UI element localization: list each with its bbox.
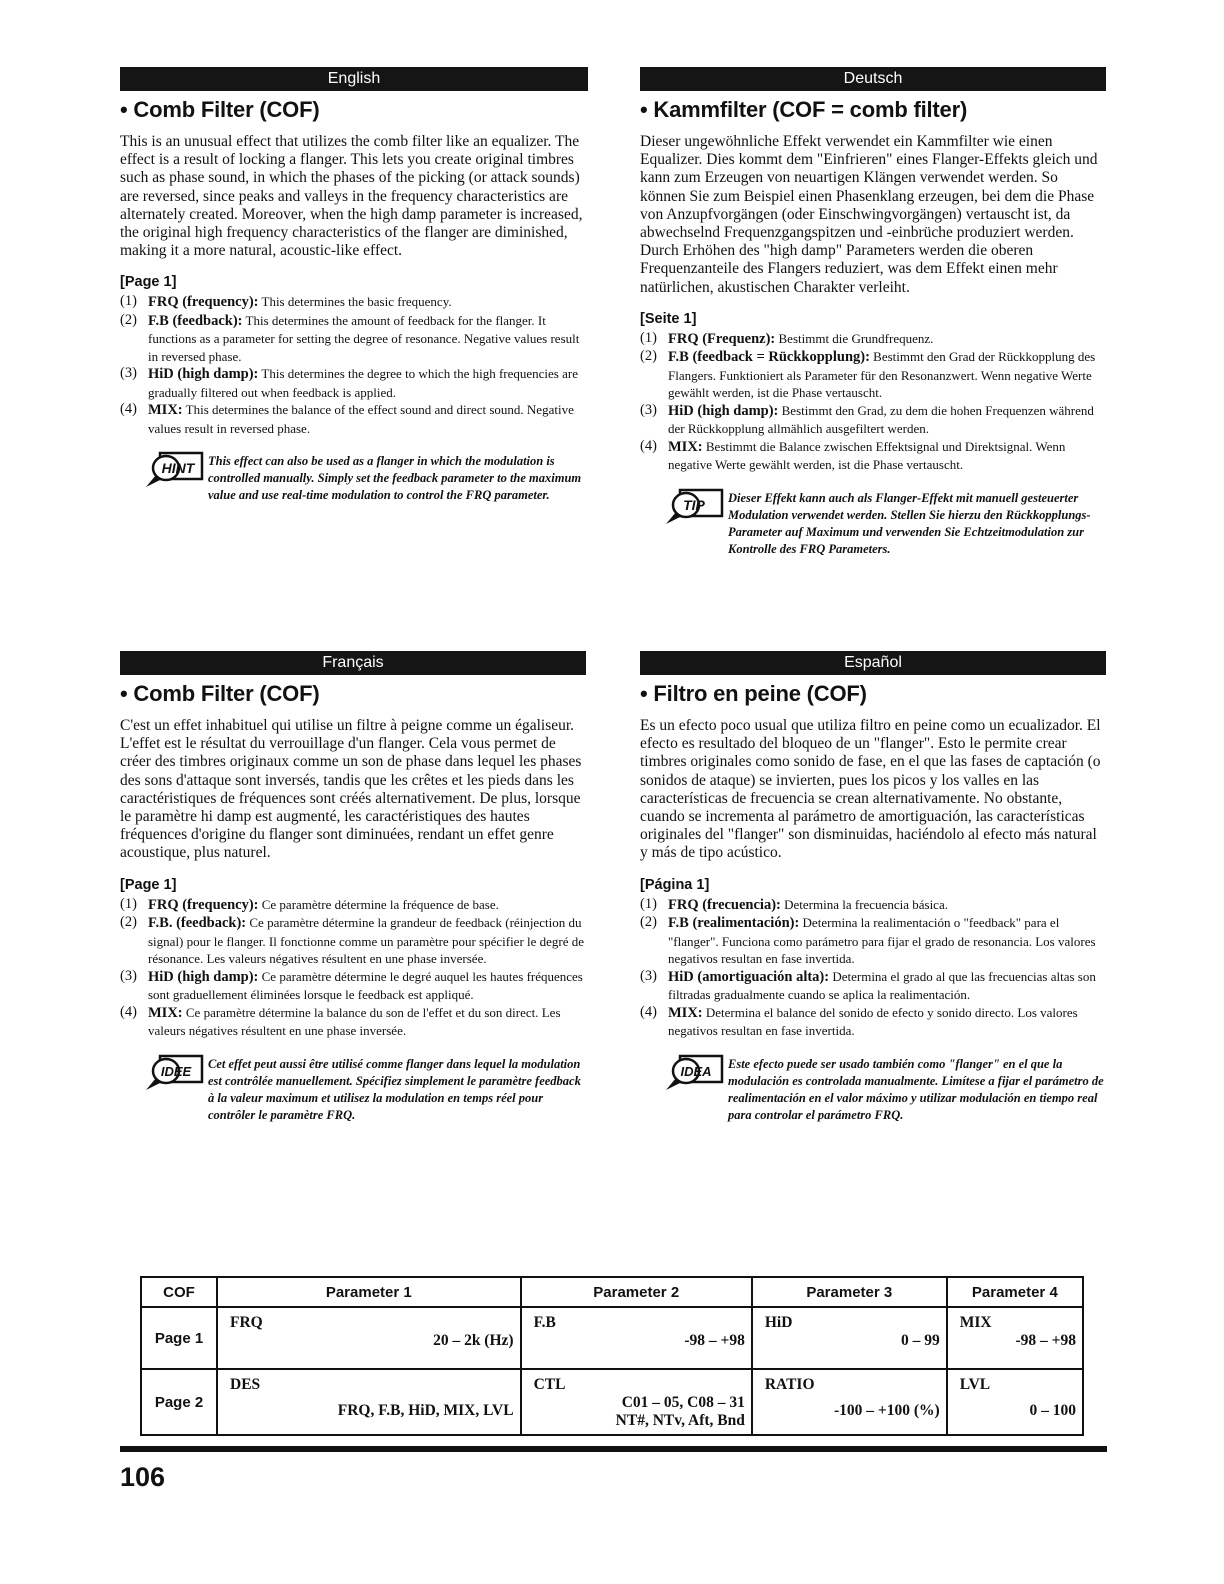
parameter-description: Bestimmt den Grad der Rückkopplung des Flangers. Funktioniert als Parameter für den Resonanzwert. Wenn negative Werte gewählt werden, ist die Phase vertauscht. (668, 349, 1096, 401)
parameter-item (640, 896, 1106, 915)
hint-icon (144, 451, 204, 489)
table-header: Parameter 1 (217, 1277, 521, 1307)
cell-parameter-name: LVL (959, 1376, 991, 1393)
intro-paragraph: Es un efecto poco usual que utiliza filtro en peine como un ecualizador. El efecto es resultado del bloqueo de un "flanger". Esto le permite crear timbres originales como sonido de fase, en el que las fases de captación (o sonidos de ataque) se invierten, pues los picos y los valles en las características de frecuencia se crean alternativamente. No obstante, cuando se incrementa al parámetro de amortiguación, las características originales del "flanger" son disminuidas, haciéndolo al efecto más natural y más de tipo acústico. (640, 717, 1101, 862)
deutsch-section (640, 67, 1106, 558)
parameter-item (640, 968, 1106, 1004)
item-number: (2) (120, 914, 137, 931)
item-number: (2) (120, 311, 137, 328)
table-cell (947, 1369, 1083, 1435)
parameter-name: F.B (feedback): (148, 312, 243, 329)
parameter-name: FRQ (Frequenz): (668, 330, 776, 347)
parameter-table (140, 1276, 1084, 1436)
svg-text:IDEE: IDEE (160, 1063, 192, 1079)
page-number: 106 (120, 1462, 166, 1492)
section-heading: • Filtro en peine (COF) (640, 681, 867, 706)
language-bar: English (120, 67, 588, 91)
table-corner-header: COF (141, 1277, 217, 1307)
cell-parameter-name: F.B (533, 1314, 556, 1331)
cell-parameter-name: FRQ (230, 1314, 263, 1331)
parameter-item (640, 438, 1106, 474)
parameter-item (120, 914, 586, 968)
item-number: (4) (640, 437, 657, 454)
parameter-name: MIX: (148, 1004, 183, 1021)
page-label: [Página 1] (640, 876, 710, 893)
item-number: (3) (120, 365, 137, 382)
table-cell (521, 1307, 752, 1369)
cell-range: FRQ, F.B, HiD, MIX, LVL (337, 1402, 514, 1419)
parameter-description: Bestimmt den Grad, zu dem die hohen Frequenzen während der Rückkopplung allmählich ausgefiltert werden. (668, 402, 1094, 437)
item-number: (1) (640, 895, 657, 912)
cell-range: 0 – 99 (900, 1332, 940, 1349)
idee-icon (144, 1054, 204, 1092)
cell-range: -100 – +100 (%) (834, 1402, 940, 1419)
parameter-item (120, 968, 586, 1004)
parameter-description: Ce paramètre détermine la grandeur de feedback (réinjection du signal) pour le flanger. Il fonctionne comme un paramètre pour spécifier le degré de résonance. Les valeurs négatives résultent en une phase inversée. (148, 915, 585, 967)
parameter-list (640, 330, 1106, 474)
parameter-description: This determines the basic frequency. (261, 294, 452, 310)
intro-paragraph: C'est un effet inhabituel qui utilise un filtre à peigne comme un égaliseur. L'effet est le résultat du verrouillage d'un flanger. Cela vous permet de créer des timbres originaux comme un son de phase dans lequel les phases des sons d'attaque sont inversés, tandis que les crêtes et les pieds dans les caractéristiques de fréquences sont créés alternativement. De plus, lorsque le paramètre hi damp est augmenté, les caractéristiques des hautes fréquences d'origine du flanger sont diminuées, rendant un effet genre acoustique, plus naturel. (120, 717, 582, 862)
parameter-description: This determines the amount of feedback for the flanger. It functions as a parameter for setting the degree of resonance. Negative values result in reversed phase. (148, 312, 580, 364)
parameter-name: F.B (realimentación): (668, 915, 800, 932)
tip-icon (664, 488, 724, 526)
parameter-item (640, 348, 1106, 402)
idee-note (120, 1056, 586, 1124)
hint-note (120, 453, 588, 504)
item-number: (1) (640, 329, 657, 346)
item-number: (3) (640, 401, 657, 418)
parameter-name: FRQ (frequency): (148, 896, 259, 913)
cell-range: 20 – 2k (Hz) (433, 1332, 514, 1349)
parameter-item (120, 293, 588, 312)
row-label: Page 1 (141, 1307, 217, 1369)
table-row (141, 1369, 1083, 1435)
item-number: (4) (640, 1003, 657, 1020)
note-text: Este efecto puede ser usado también como "flanger" en el que la modulación es controlada manualmente. Limítese a fijar el parámetro de realimentación en el valor máximo y utilizar modulación en tiempo real para controlar el parámetro FRQ. (728, 1056, 1104, 1122)
cell-range-line2: NT#, NTv, Aft, Bnd (615, 1412, 745, 1429)
row-label: Page 2 (141, 1369, 217, 1435)
table-header: Parameter 3 (752, 1277, 947, 1307)
parameter-name: MIX: (148, 402, 183, 419)
item-number: (4) (120, 1003, 137, 1020)
parameter-name: HiD (amortiguación alta): (668, 968, 830, 985)
parameter-list (120, 896, 586, 1040)
parameter-description: Bestimmt die Balance zwischen Effektsignal und Direktsignal. Wenn negative Werte gewählt werden, ist die Phase vertauscht. (668, 438, 1066, 473)
parameter-description: Ce paramètre détermine le degré auquel les hautes fréquences sont graduellement éliminées lorsque le feedback est appliqué. (148, 968, 583, 1003)
table-header: Parameter 4 (947, 1277, 1083, 1307)
language-bar: Español (640, 651, 1106, 675)
parameter-item (120, 401, 588, 437)
cell-range: C01 – 05, C08 – 31 (621, 1394, 745, 1411)
note-text: Dieser Effekt kann auch als Flanger-Effekt mit manuell gesteuerter Modulation verwendet werden. Stellen Sie hierzu den Rückkopplungs-Parameter auf Maximum und verwenden Sie Echtzeitmodulation zur Kontrolle des FRQ Parameters. (728, 490, 1091, 556)
parameter-name: F.B (feedback = Rückkopplung): (668, 349, 870, 366)
parameter-name: F.B. (feedback): (148, 915, 247, 932)
language-bar: Deutsch (640, 67, 1106, 91)
parameter-name: MIX: (668, 1004, 703, 1021)
english-section (120, 67, 588, 504)
parameter-description: Bestimmt die Grundfrequenz. (778, 330, 934, 346)
cell-parameter-name: RATIO (764, 1376, 815, 1393)
item-number: (1) (120, 293, 137, 310)
cell-parameter-name: DES (230, 1376, 261, 1393)
parameter-name: HiD (high damp): (148, 968, 259, 985)
language-bar: Français (120, 651, 586, 675)
table-cell (217, 1307, 521, 1369)
parameter-item (120, 365, 588, 401)
svg-text:IDEA: IDEA (680, 1063, 712, 1079)
parameter-name: HiD (high damp): (668, 402, 779, 419)
svg-text:HINT: HINT (161, 460, 195, 477)
item-number: (3) (120, 967, 137, 984)
parameter-item (640, 1004, 1106, 1040)
parameter-item (120, 896, 586, 915)
parameter-description: This determines the balance of the effect sound and direct sound. Negative values result in reversed phase. (148, 402, 574, 436)
section-heading: • Kammfilter (COF = comb filter) (640, 97, 968, 122)
table-cell (752, 1307, 947, 1369)
footer-rule (120, 1446, 1107, 1452)
section-heading: • Comb Filter (COF) (120, 97, 320, 122)
item-number: (4) (120, 401, 137, 418)
table-cell (752, 1369, 947, 1435)
parameter-description: Ce paramètre détermine la balance du son de l'effet et du son direct. Les valeurs négatives résultent en une phase inversée. (148, 1004, 561, 1039)
note-text: This effect can also be used as a flanger in which the modulation is controlled manually. Simply set the feedback parameter to the maximum value and use real-time modulation to control the FRQ parameter. (208, 454, 582, 503)
francais-section (120, 651, 586, 1124)
parameter-item (640, 330, 1106, 349)
idea-note (640, 1056, 1106, 1124)
parameter-description: Determina la frecuencia básica. (784, 896, 948, 912)
item-number: (2) (640, 914, 657, 931)
parameter-description: Determina la realimentación o "feedback" para el "flanger". Funciona como parámetro para fijar el grado de resonancia. Los valores negativos resultan en fase invertida. (668, 915, 1096, 967)
parameter-item (120, 312, 588, 366)
parameter-description: Determina el balance del sonido de efecto y sonido directo. Los valores negativos resultan en fase invertida. (668, 1004, 1078, 1039)
cell-parameter-name: HiD (764, 1314, 793, 1331)
item-number: (3) (640, 967, 657, 984)
parameter-description: This determines the degree to which the high frequencies are gradually filtered out when feedback is applied. (148, 366, 578, 400)
parameter-list (120, 293, 588, 437)
cell-range: 0 – 100 (1029, 1402, 1076, 1419)
svg-text:TIP: TIP (683, 496, 705, 513)
table-header: Parameter 2 (521, 1277, 752, 1307)
table-cell (217, 1369, 521, 1435)
item-number: (2) (640, 348, 657, 365)
cell-range: -98 – +98 (684, 1332, 745, 1349)
parameter-item (120, 1004, 586, 1040)
parameter-list (640, 896, 1106, 1040)
parameter-name: FRQ (frecuencia): (668, 896, 781, 913)
note-text: Cet effet peut aussi être utilisé comme flanger dans lequel la modulation est contrôlée manuellement. Spécifiez simplement le paramètre feedback à la valeur maximum et utilisez la modulation en temps réel pour contrôler le paramètre FRQ. (208, 1056, 581, 1122)
item-number: (1) (120, 895, 137, 912)
intro-paragraph: This is an unusual effect that utilizes the comb filter like an equalizer. The effect is a result of locking a flanger. This lets you create original timbres such as phase sound, in which the phases of the picking (or attack sounds) are reversed, since peaks and valleys in the frequency characteristics are alternately created. Moreover, when the high damp parameter is increased, the original high frequency characteristics of the flanger are diminished, making it a more natural, acoustic-like effect. (120, 133, 583, 260)
parameter-description: Ce paramètre détermine la fréquence de base. (261, 896, 499, 912)
parameter-name: MIX: (668, 438, 703, 455)
intro-paragraph: Dieser ungewöhnliche Effekt verwendet ein Kammfilter wie einen Equalizer. Dies kommt dem "Einfrieren" eines Flanger-Effekts gleich und kann zum Erzeugen von neuartigen Klängen verwendet werden. So können Sie zum Beispiel einen Phasenklang erzeugen, bei dem die Phase von Anzupfvorgängen (oder Einschwingvorgängen) vertauscht ist, da abwechselnd Frequenzgangspitzen und -einbrüche produziert werden. Durch Erhöhen des "high damp" Parameters werden die oberen Frequenzanteile des Flangers reduziert, was dem Effekt einen mehr natürlichen, akustischen Charakter verleiht. (640, 133, 1098, 296)
espanol-section (640, 651, 1106, 1124)
parameter-item (640, 402, 1106, 438)
parameter-description: Determina el grado al que las frecuencias altas son filtradas gradualmente cuando se aplica la realimentación. (668, 968, 1096, 1003)
parameter-name: FRQ (frequency): (148, 294, 259, 311)
table-header-row (141, 1277, 1083, 1307)
page-label: [Seite 1] (640, 310, 697, 327)
page-label: [Page 1] (120, 876, 177, 893)
idea-icon (664, 1054, 724, 1092)
parameter-item (640, 914, 1106, 968)
cell-range: -98 – +98 (1015, 1332, 1076, 1349)
tip-note (640, 490, 1106, 558)
parameter-name: HiD (high damp): (148, 366, 259, 383)
table-row (141, 1307, 1083, 1369)
table-cell (947, 1307, 1083, 1369)
cell-parameter-name: MIX (959, 1314, 992, 1331)
section-heading: • Comb Filter (COF) (120, 681, 320, 706)
cell-parameter-name: CTL (533, 1376, 566, 1393)
table-cell (521, 1369, 752, 1435)
page-label: [Page 1] (120, 274, 177, 291)
